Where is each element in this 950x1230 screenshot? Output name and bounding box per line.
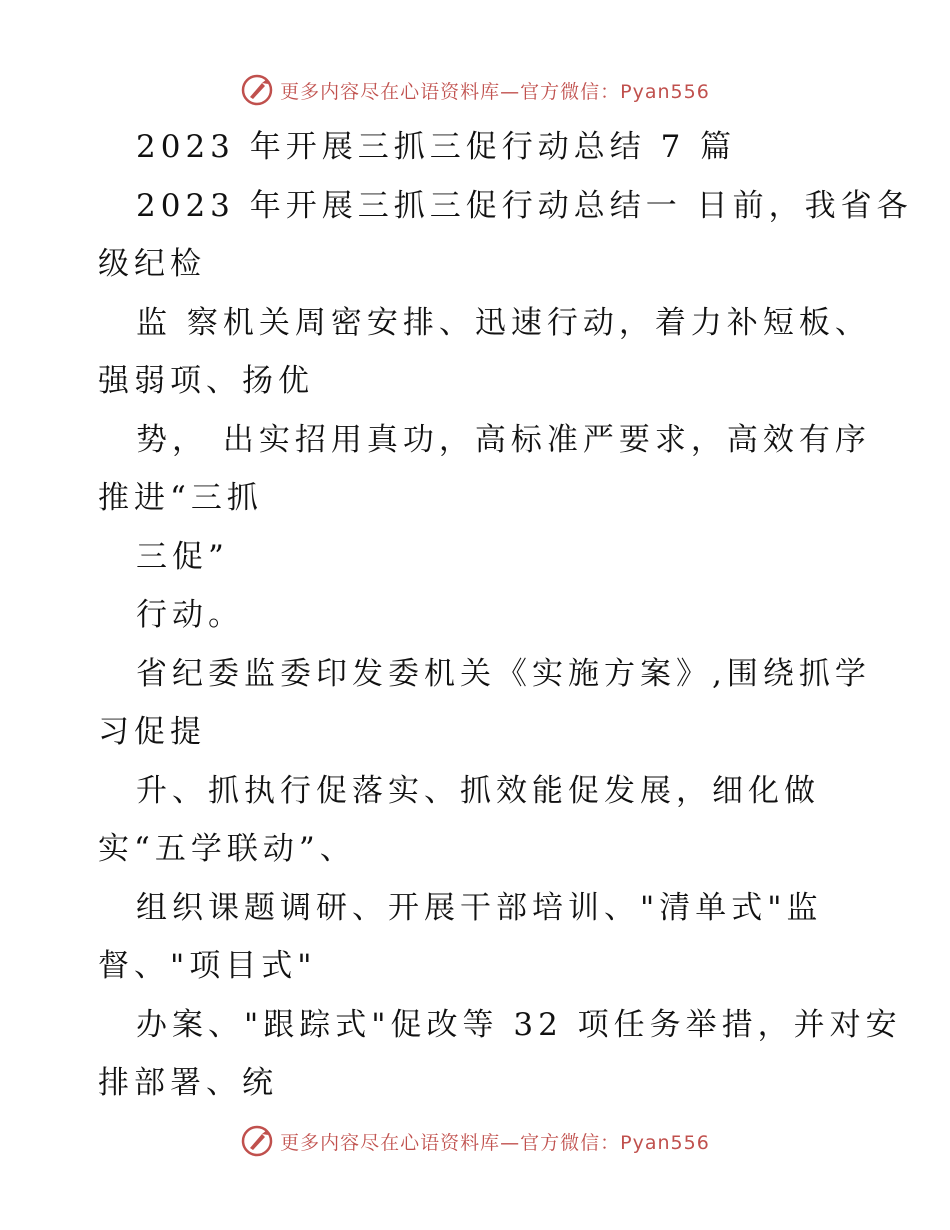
text-line: 排部署、统 — [98, 1065, 278, 1101]
text-line: 组织课题调研、开展干部培训、"清单式"监 — [136, 889, 823, 926]
header-banner-text: 更多内容尽在心语资料库—官方微信：Pyan556 — [280, 80, 710, 103]
text-line: 2023 年开展三抓三促行动总结 7 篇 — [136, 129, 737, 165]
text-line: 三促” — [136, 538, 229, 575]
document-body — [98, 118, 913, 1113]
header-banner — [0, 70, 950, 110]
text-line: 升、抓执行促落实、抓效能促发展，细化做 — [136, 772, 820, 809]
text-line: 实“五学联动”、 — [98, 831, 356, 867]
text-line: 监 察机关周密安排、迅速行动，着力补短板、 — [136, 304, 871, 341]
pen-nib-logo-icon — [240, 1124, 274, 1158]
text-line: 行动。 — [136, 597, 244, 633]
text-line: 级纪检 — [98, 246, 206, 282]
footer-banner — [0, 1121, 950, 1161]
text-line: 督、"项目式" — [98, 948, 317, 984]
text-line: 2023 年开展三抓三促行动总结一 日前，我省各 — [136, 187, 913, 224]
footer-banner-text: 更多内容尽在心语资料库—官方微信：Pyan556 — [280, 1131, 710, 1154]
text-line: 推进“三抓 — [98, 480, 263, 516]
pen-nib-logo-icon — [240, 73, 274, 107]
text-line: 习促提 — [98, 714, 206, 750]
text-line: 强弱项、扬优 — [98, 363, 314, 399]
text-line: 势， 出实招用真功，高标准严要求，高效有序 — [136, 421, 871, 458]
text-line: 省纪委监委印发委机关《实施方案》,围绕抓学 — [136, 655, 871, 692]
text-line: 办案、"跟踪式"促改等 32 项任务举措，并对安 — [136, 1006, 902, 1043]
